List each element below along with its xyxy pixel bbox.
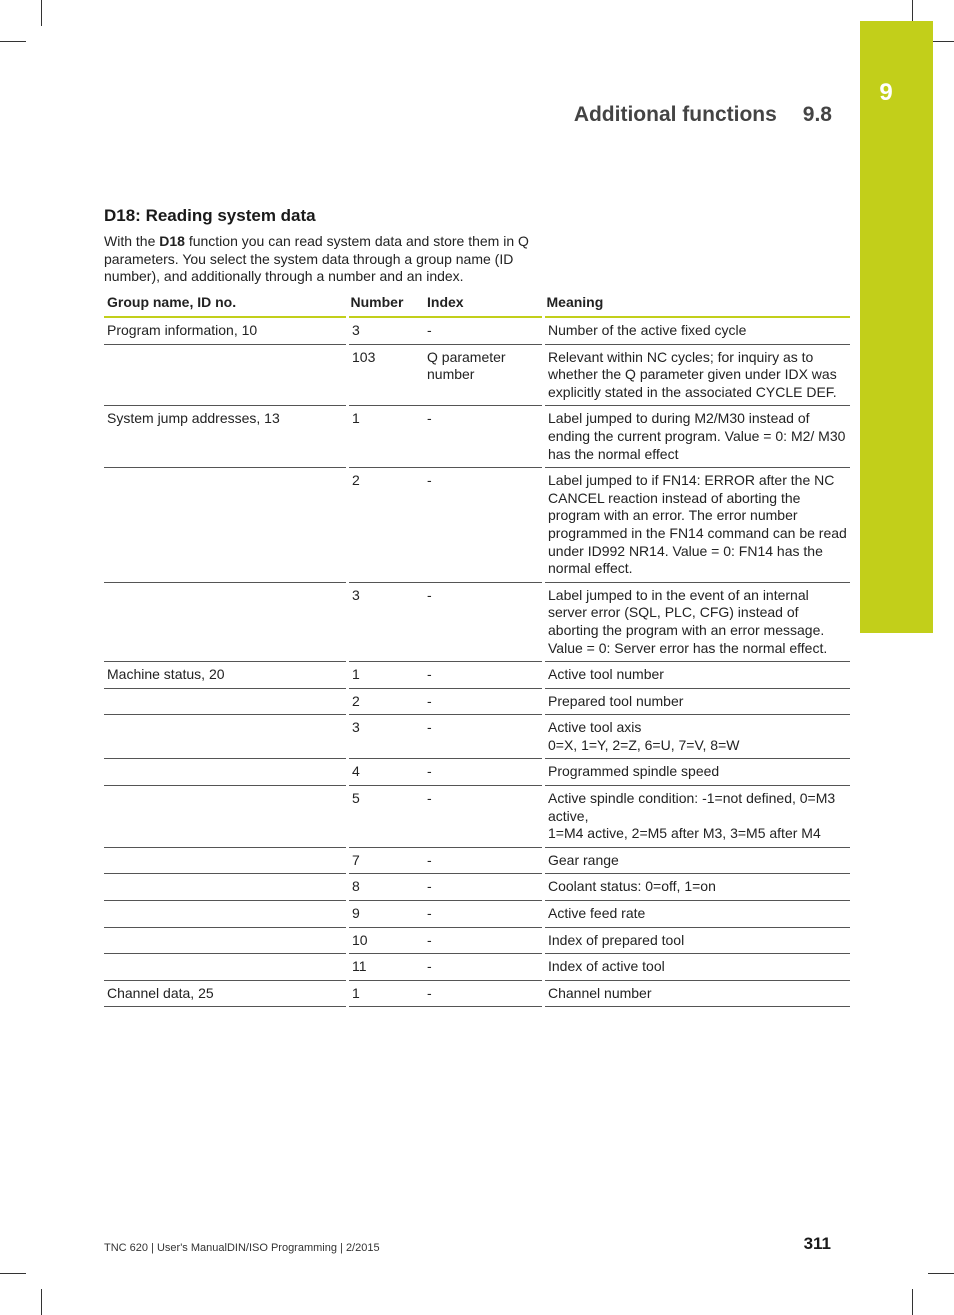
table-header-row xyxy=(104,291,850,317)
cell-number: 10 xyxy=(348,927,425,954)
table-row xyxy=(104,406,850,468)
cell-number: 2 xyxy=(348,468,425,583)
intro-paragraph xyxy=(104,233,554,286)
cell-index: - xyxy=(424,759,544,786)
cell-index: - xyxy=(424,980,544,1007)
cell-group xyxy=(104,927,348,954)
cell-index: - xyxy=(424,688,544,715)
cell-number: 2 xyxy=(348,688,425,715)
cell-meaning: Active tool number xyxy=(544,662,851,689)
cell-index: - xyxy=(424,901,544,928)
header-index: Index xyxy=(424,291,544,317)
cell-index: - xyxy=(424,874,544,901)
intro-text-before: With the xyxy=(104,233,160,249)
chapter-tab xyxy=(860,21,933,633)
page-number: 311 xyxy=(803,1234,831,1253)
header-number: Number xyxy=(348,291,425,317)
cell-index: - xyxy=(424,468,544,583)
cell-group xyxy=(104,954,348,981)
cell-meaning: Active tool axis 0=X, 1=Y, 2=Z, 6=U, 7=V, 8=W xyxy=(544,715,851,759)
cell-index: - xyxy=(424,927,544,954)
cell-group xyxy=(104,847,348,874)
footer-text: TNC 620 | User's ManualDIN/ISO Programming | 2/2015 xyxy=(104,1242,380,1254)
cell-meaning: Index of active tool xyxy=(544,954,851,981)
crop-mark xyxy=(928,1273,954,1274)
running-head xyxy=(574,103,832,127)
cell-number: 7 xyxy=(348,847,425,874)
cell-number: 3 xyxy=(348,582,425,661)
cell-meaning: Index of prepared tool xyxy=(544,927,851,954)
cell-group: System jump addresses, 13 xyxy=(104,406,348,468)
cell-group xyxy=(104,786,348,848)
table-row xyxy=(104,847,850,874)
cell-meaning: Label jumped to during M2/M30 instead of ending the current program. Value = 0: M2/ M30 has the normal effect xyxy=(544,406,851,468)
cell-number: 1 xyxy=(348,662,425,689)
cell-number: 3 xyxy=(348,317,425,344)
table-row xyxy=(104,662,850,689)
cell-meaning: Channel number xyxy=(544,980,851,1007)
cell-number: 1 xyxy=(348,980,425,1007)
intro-function-name: D18 xyxy=(159,233,185,249)
chapter-number: 9 xyxy=(879,79,893,106)
cell-index: - xyxy=(424,786,544,848)
cell-index: - xyxy=(424,954,544,981)
table-row xyxy=(104,344,850,406)
cell-number: 1 xyxy=(348,406,425,468)
cell-meaning: Label jumped to in the event of an internal server error (SQL, PLC, CFG) instead of aborting the program with an error message. Value = 0: Server error has the normal effect. xyxy=(544,582,851,661)
cell-group xyxy=(104,715,348,759)
cell-number: 8 xyxy=(348,874,425,901)
table-row xyxy=(104,927,850,954)
cell-meaning: Active spindle condition: -1=not defined, 0=M3 active, 1=M4 active, 2=M5 after M3, 3=M5 after M4 xyxy=(544,786,851,848)
crop-mark xyxy=(0,1273,26,1274)
cell-number: 9 xyxy=(348,901,425,928)
running-head-title: Additional functions xyxy=(573,103,777,126)
cell-number: 4 xyxy=(348,759,425,786)
cell-group xyxy=(104,468,348,583)
table-row xyxy=(104,874,850,901)
cell-group xyxy=(104,874,348,901)
cell-number: 11 xyxy=(348,954,425,981)
cell-group: Machine status, 20 xyxy=(104,662,348,689)
cell-meaning: Active feed rate xyxy=(544,901,851,928)
table-row xyxy=(104,786,850,848)
section-title: D18: Reading system data xyxy=(104,206,316,225)
table-row xyxy=(104,715,850,759)
header-group: Group name, ID no. xyxy=(104,291,348,317)
cell-meaning: Coolant status: 0=off, 1=on xyxy=(544,874,851,901)
cell-group xyxy=(104,901,348,928)
cell-group xyxy=(104,344,348,406)
table-row xyxy=(104,954,850,981)
header-meaning: Meaning xyxy=(544,291,851,317)
cell-number: 3 xyxy=(348,715,425,759)
table-row xyxy=(104,759,850,786)
crop-mark xyxy=(41,1289,42,1315)
cell-meaning: Programmed spindle speed xyxy=(544,759,851,786)
cell-group xyxy=(104,688,348,715)
cell-meaning: Prepared tool number xyxy=(544,688,851,715)
intro-text-after: function you can read system data and store them in Q parameters. You select the system data through a group name (ID number), and additionally through a number and an index. xyxy=(104,233,529,285)
table-row xyxy=(104,468,850,583)
cell-number: 103 xyxy=(348,344,425,406)
cell-group xyxy=(104,759,348,786)
crop-mark xyxy=(912,1289,913,1315)
cell-meaning: Gear range xyxy=(544,847,851,874)
cell-meaning: Number of the active fixed cycle xyxy=(544,317,851,344)
cell-meaning: Relevant within NC cycles; for inquiry as to whether the Q parameter given under IDX was explicitly stated in the associated CYCLE DEF. xyxy=(544,344,851,406)
table-row xyxy=(104,317,850,344)
table-row xyxy=(104,582,850,661)
crop-mark xyxy=(0,41,26,42)
cell-index: - xyxy=(424,317,544,344)
cell-index: - xyxy=(424,406,544,468)
table-row xyxy=(104,980,850,1007)
cell-meaning: Label jumped to if FN14: ERROR after the NC CANCEL reaction instead of aborting the program with an error. The error number programmed in the FN14 command can be read under ID992 NR14. Value = 0: FN14 has the normal effect. xyxy=(544,468,851,583)
cell-number: 5 xyxy=(348,786,425,848)
table-row xyxy=(104,688,850,715)
cell-group: Program information, 10 xyxy=(104,317,348,344)
running-head-section: 9.8 xyxy=(802,103,832,126)
table-row xyxy=(104,901,850,928)
cell-index: Q parameter number xyxy=(424,344,544,406)
cell-group: Channel data, 25 xyxy=(104,980,348,1007)
cell-index: - xyxy=(424,847,544,874)
cell-group xyxy=(104,582,348,661)
cell-index: - xyxy=(424,662,544,689)
cell-index: - xyxy=(424,582,544,661)
crop-mark xyxy=(41,0,42,26)
table-body xyxy=(104,317,850,1007)
cell-index: - xyxy=(424,715,544,759)
system-data-table xyxy=(104,291,850,1007)
